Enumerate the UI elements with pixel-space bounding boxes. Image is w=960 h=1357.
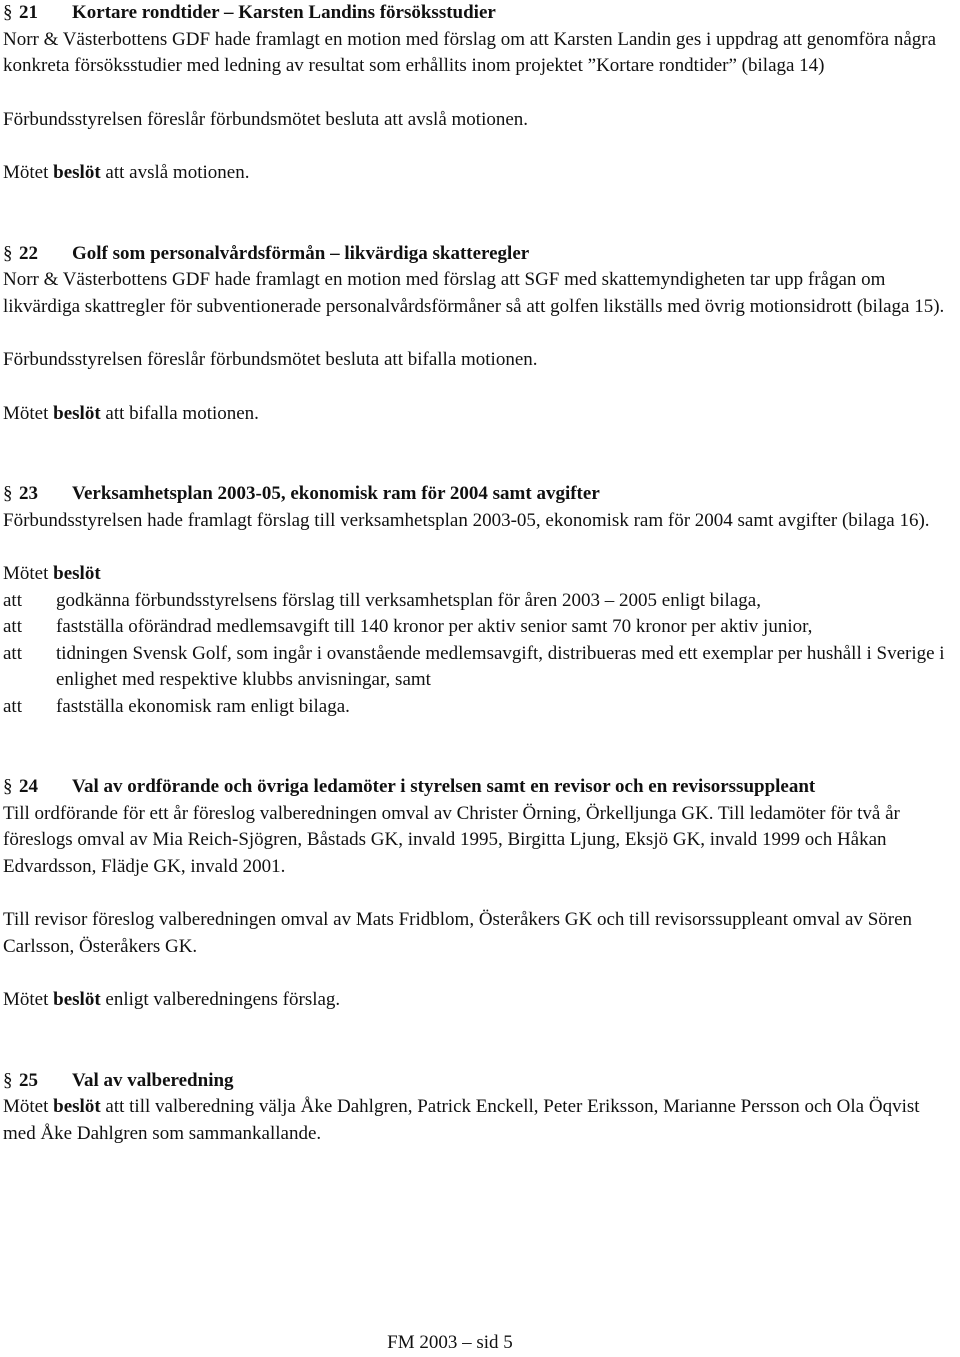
page-footer: FM 2003 – sid 5	[387, 1332, 513, 1353]
section-number: 25	[19, 1069, 38, 1091]
section-mark: §	[3, 1069, 13, 1091]
section-21	[3, 0, 955, 187]
section-title: Verksamhetsplan 2003-05, ekonomisk ram för 2004 samt avgifter	[72, 483, 600, 504]
section-body: Till ordförande för ett år föreslog valberedningen omval av Christer Örning, Örkelljunga GK. Till ledamöter för två år föreslogs omval av Mia Reich-Sjögren, Båstads GK, invald 1995, Birgitta Ljung, Eksjö GK, invald 1999 och Håkan Edvardsson, Flädje GK, invald 2001.	[3, 802, 900, 877]
section-number: 23	[19, 483, 38, 504]
att-item: att tidningen Svensk Golf, som ingår i ovanstående medlemsavgift, distribueras med ett exemplar per hushåll i Sverige i enlighet med respektive klubbs anvisningar, samt	[3, 642, 945, 690]
section-body: Norr & Västerbottens GDF hade framlagt en motion med förslag att SGF med skattemyndigheten tar upp frågan om likvärdiga skattregler för subventionerade personalvårdsförmåner så att golfen likställs med övrig motionsidrott (bilaga 15).	[3, 269, 945, 317]
decision-text: Mötet beslöt att bifalla motionen.	[3, 402, 259, 424]
section-heading	[3, 0, 955, 27]
section-25	[3, 1068, 955, 1148]
document-page	[3, 0, 955, 1147]
section-body: Förbundsstyrelsen hade framlagt förslag till verksamhetsplan 2003-05, ekonomisk ram för 2004 samt avgifter (bilaga 16).	[3, 509, 930, 531]
section-number: 22	[19, 242, 38, 264]
section-heading	[3, 481, 955, 508]
section-title: Val av valberedning	[72, 1069, 234, 1091]
decision-text: Mötet beslöt att avslå motionen.	[3, 162, 250, 183]
section-mark: §	[3, 776, 13, 797]
section-number: 21	[19, 2, 38, 23]
section-mark: §	[3, 2, 13, 23]
section-heading	[3, 774, 955, 801]
decision-text: Mötet beslöt enligt valberedningens förslag.	[3, 989, 341, 1010]
att-item: att fastställa oförändrad medlemsavgift till 140 kronor per aktiv senior samt 70 kronor per aktiv junior,	[3, 616, 813, 637]
section-title: Val av ordförande och övriga ledamöter i styrelsen samt en revisor och en revisorssuppleant	[72, 776, 816, 797]
section-number: 24	[19, 776, 38, 797]
att-item: att fastställa ekonomisk ram enligt bilaga.	[3, 695, 350, 717]
proposal-text: Förbundsstyrelsen föreslår förbundsmötet besluta att avslå motionen.	[3, 108, 529, 130]
section-title: Golf som personalvårdsförmån – likvärdiga skatteregler	[72, 242, 530, 264]
section-23	[3, 481, 955, 720]
section-heading	[3, 1068, 955, 1095]
proposal-text: Förbundsstyrelsen föreslår förbundsmötet besluta att bifalla motionen.	[3, 349, 538, 370]
section-mark: §	[3, 242, 13, 264]
section-body: Norr & Västerbottens GDF hade framlagt en motion med förslag om att Karsten Landin ges i uppdrag att genomföra några konkreta försöksstudier med ledning av resultat som erhållits inom projektet ”Kortare rondtider” (bilaga 14)	[3, 28, 937, 76]
section-22	[3, 241, 955, 428]
section-mark: §	[3, 483, 13, 504]
section-heading	[3, 241, 955, 268]
section-body-2: Till revisor föreslog valberedningen omval av Mats Fridblom, Österåkers GK och till revisorssuppleant omval av Sören Carlsson, Österåkers GK.	[3, 909, 913, 957]
decision-text: Mötet beslöt att till valberedning välja Åke Dahlgren, Patrick Enckell, Peter Eriksson, Marianne Persson och Ola Öqvist med Åke Dahlgren som sammankallande.	[3, 1096, 920, 1144]
section-24	[3, 774, 955, 1014]
att-item: att godkänna förbundsstyrelsens förslag till verksamhetsplan för åren 2003 – 2005 enligt bilaga,	[3, 589, 761, 611]
section-title: Kortare rondtider – Karsten Landins försöksstudier	[72, 2, 496, 23]
decision-text: Mötet beslöt	[3, 563, 101, 584]
